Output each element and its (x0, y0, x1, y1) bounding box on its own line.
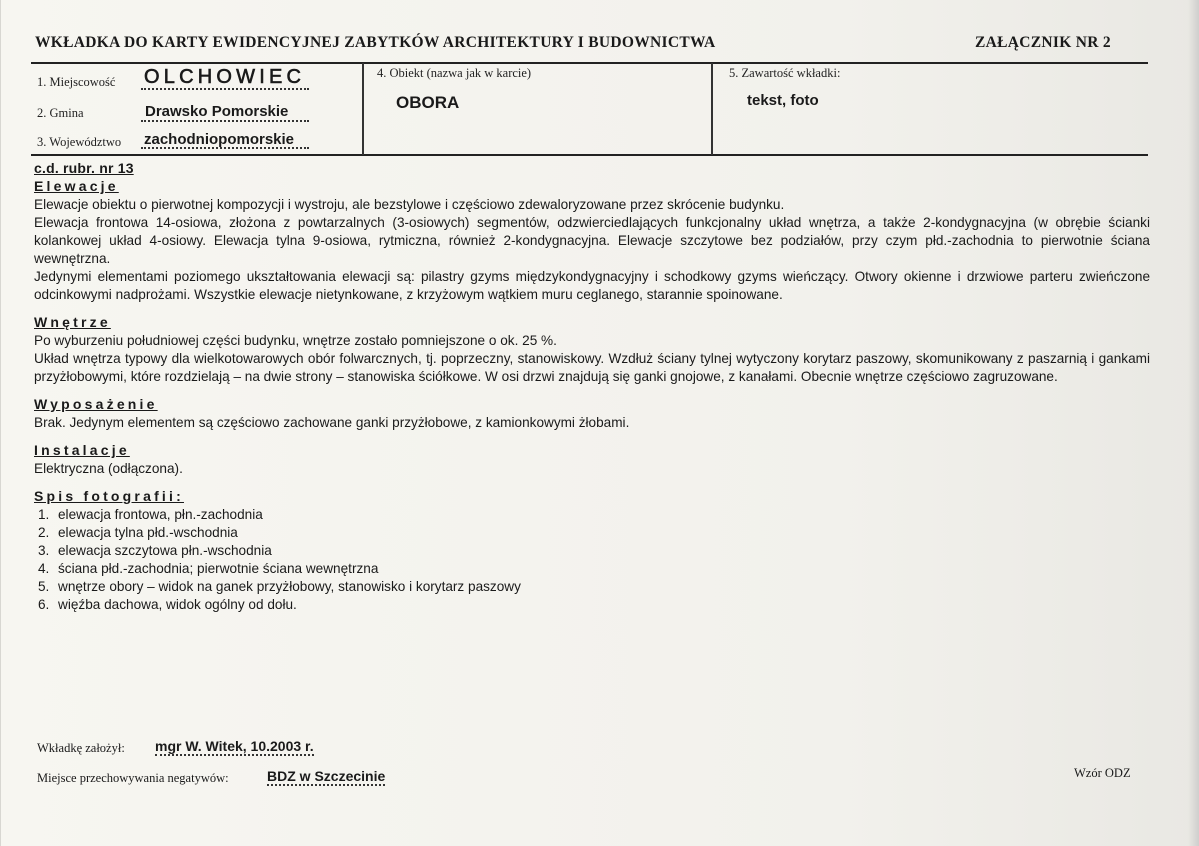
elewacje-heading: Elewacje (34, 178, 119, 194)
list-item-text: ściana płd.-zachodnia; pierwotnie ściana wewnętrzna (58, 561, 379, 576)
wnetrze-paragraph-1: Po wyburzeniu południowej części budynku, wnętrze zostało pomniejszone o ok. 25 %. (34, 333, 557, 348)
header-divider-1 (362, 63, 364, 155)
spacer (34, 386, 1150, 395)
wojewodztwo-dotline (141, 147, 309, 149)
annex-number: ZAŁĄCZNIK NR 2 (975, 34, 1111, 51)
wyposazenie-heading: Wyposażenie (34, 396, 158, 412)
card-edge-shadow (1188, 0, 1199, 846)
list-item-number: 1. (38, 507, 50, 522)
author-label: Wkładkę założył: (37, 741, 125, 755)
list-item (34, 542, 1150, 560)
author-value: mgr W. Witek, 10.2003 r. (155, 738, 314, 754)
list-item (34, 524, 1150, 542)
list-item-text: wnętrze obory – widok na ganek przyżłobowy, stanowisko i korytarz paszowy (58, 579, 521, 594)
miejscowosc-value: OLCHOWIEC (144, 66, 306, 88)
miejscowosc-label: 1. Miejscowość (37, 75, 116, 89)
list-item-text: elewacja szczytowa płn.-wschodnia (58, 543, 272, 558)
instalacje-heading: Instalacje (34, 442, 130, 458)
header-bottom-rule (31, 154, 1148, 156)
description-body (34, 159, 1150, 614)
list-item-text: elewacja frontowa, płn.-zachodnia (58, 507, 263, 522)
spis-heading: Spis fotografii: (34, 488, 184, 504)
wojewodztwo-value: zachodniopomorskie (144, 131, 295, 148)
wyposazenie-paragraph-1: Brak. Jedynym elementem są częściowo zachowane ganki przyżłobowe, z kamionkowymi żłobami. (34, 415, 630, 430)
header-top-rule (31, 62, 1148, 64)
gmina-label: 2. Gmina (37, 106, 84, 120)
obiekt-value: OBORA (396, 93, 460, 112)
wnetrze-paragraph-2: Układ wnętrza typowy dla wielkotowarowych obór folwarcznych, tj. poprzeczny, stanowiskowy. Wzdłuż ściany tylnej wytyczony korytarz paszowy, skomunikowany z paszarnią i gankami przyżłobowymi, które rozdzielają – na dwie strony – stanowiska ściółkowe. W osi drzwi znajdują się ganki gnojowe, z kanałami. Obecnie wnętrze częściowo zagruzowane. (34, 351, 1150, 384)
gmina-value: Drawsko Pomorskie (145, 103, 289, 120)
zawartosc-label: 5. Zawartość wkładki: (729, 66, 841, 80)
obiekt-label: 4. Obiekt (nazwa jak w karcie) (377, 66, 532, 80)
spacer (34, 432, 1150, 441)
elewacje-paragraph-1: Elewacje obiektu o pierwotnej kompozycji i wystroju, ale bezstylowe i częściowo zdewaloryzowane przez skrócenie budynku. (34, 197, 785, 212)
list-item (34, 596, 1150, 614)
zawartosc-value: tekst, foto (747, 92, 819, 109)
wojewodztwo-label: 3. Województwo (37, 135, 122, 149)
list-item-number: 2. (38, 525, 50, 540)
list-item (34, 578, 1150, 596)
wnetrze-heading: Wnętrze (34, 314, 111, 330)
list-item-text: więźba dachowa, widok ogólny od dołu. (58, 597, 297, 612)
instalacje-paragraph-1: Elektryczna (odłączona). (34, 461, 183, 476)
form-title: WKŁADKA DO KARTY EWIDENCYJNEJ ZABYTKÓW ARCHITEKTURY I BUDOWNICTWA (35, 34, 716, 51)
elewacje-paragraph-3: Jedynymi elementami poziomego ukształtowania elewacji są: pilastry gzyms międzykondygnacyjny i schodkowy gzyms wieńczący. Otwory okienne i drzwiowe parteru zwieńczone odcinkowymi nadprożami. Wszystkie elewacje nietynkowane, z krzyżowym wątkiem muru ceglanego, starannie spoinowane. (34, 269, 1150, 302)
gmina-dotline (141, 120, 309, 122)
header-divider-2 (711, 63, 713, 155)
list-item (34, 560, 1150, 578)
pattern-label: Wzór ODZ (1074, 766, 1131, 780)
photo-list (34, 506, 1150, 614)
spacer (34, 478, 1150, 487)
elewacje-paragraph-2: Elewacja frontowa 14-osiowa, złożona z powtarzalnych (3-osiowych) segmentów, odzwierciedlających funkcjonalny układ wnętrza, a także 2-kondygnacyjna (w obrębie ścianki kolankowej układ 4-osiowy. Elewacja tylna 9-osiowa, rytmiczna, również 2-kondygnacyjna. Elewacje szczytowe bez podziałów, przy czym płd.-zachodnia to pierwotnie ściana wewnętrzna. (34, 215, 1150, 266)
list-item-number: 3. (38, 543, 50, 558)
list-item-number: 5. (38, 579, 50, 594)
storage-value: BDZ w Szczecinie (267, 768, 386, 784)
list-item-number: 4. (38, 561, 50, 576)
rubric-reference: c.d. rubr. nr 13 (34, 160, 134, 176)
storage-label: Miejsce przechowywania negatywów: (37, 771, 229, 785)
spacer (34, 304, 1150, 313)
miejscowosc-dotline (141, 88, 309, 90)
list-item (34, 506, 1150, 524)
list-item-text: elewacja tylna płd.-wschodnia (58, 525, 238, 540)
list-item-number: 6. (38, 597, 50, 612)
